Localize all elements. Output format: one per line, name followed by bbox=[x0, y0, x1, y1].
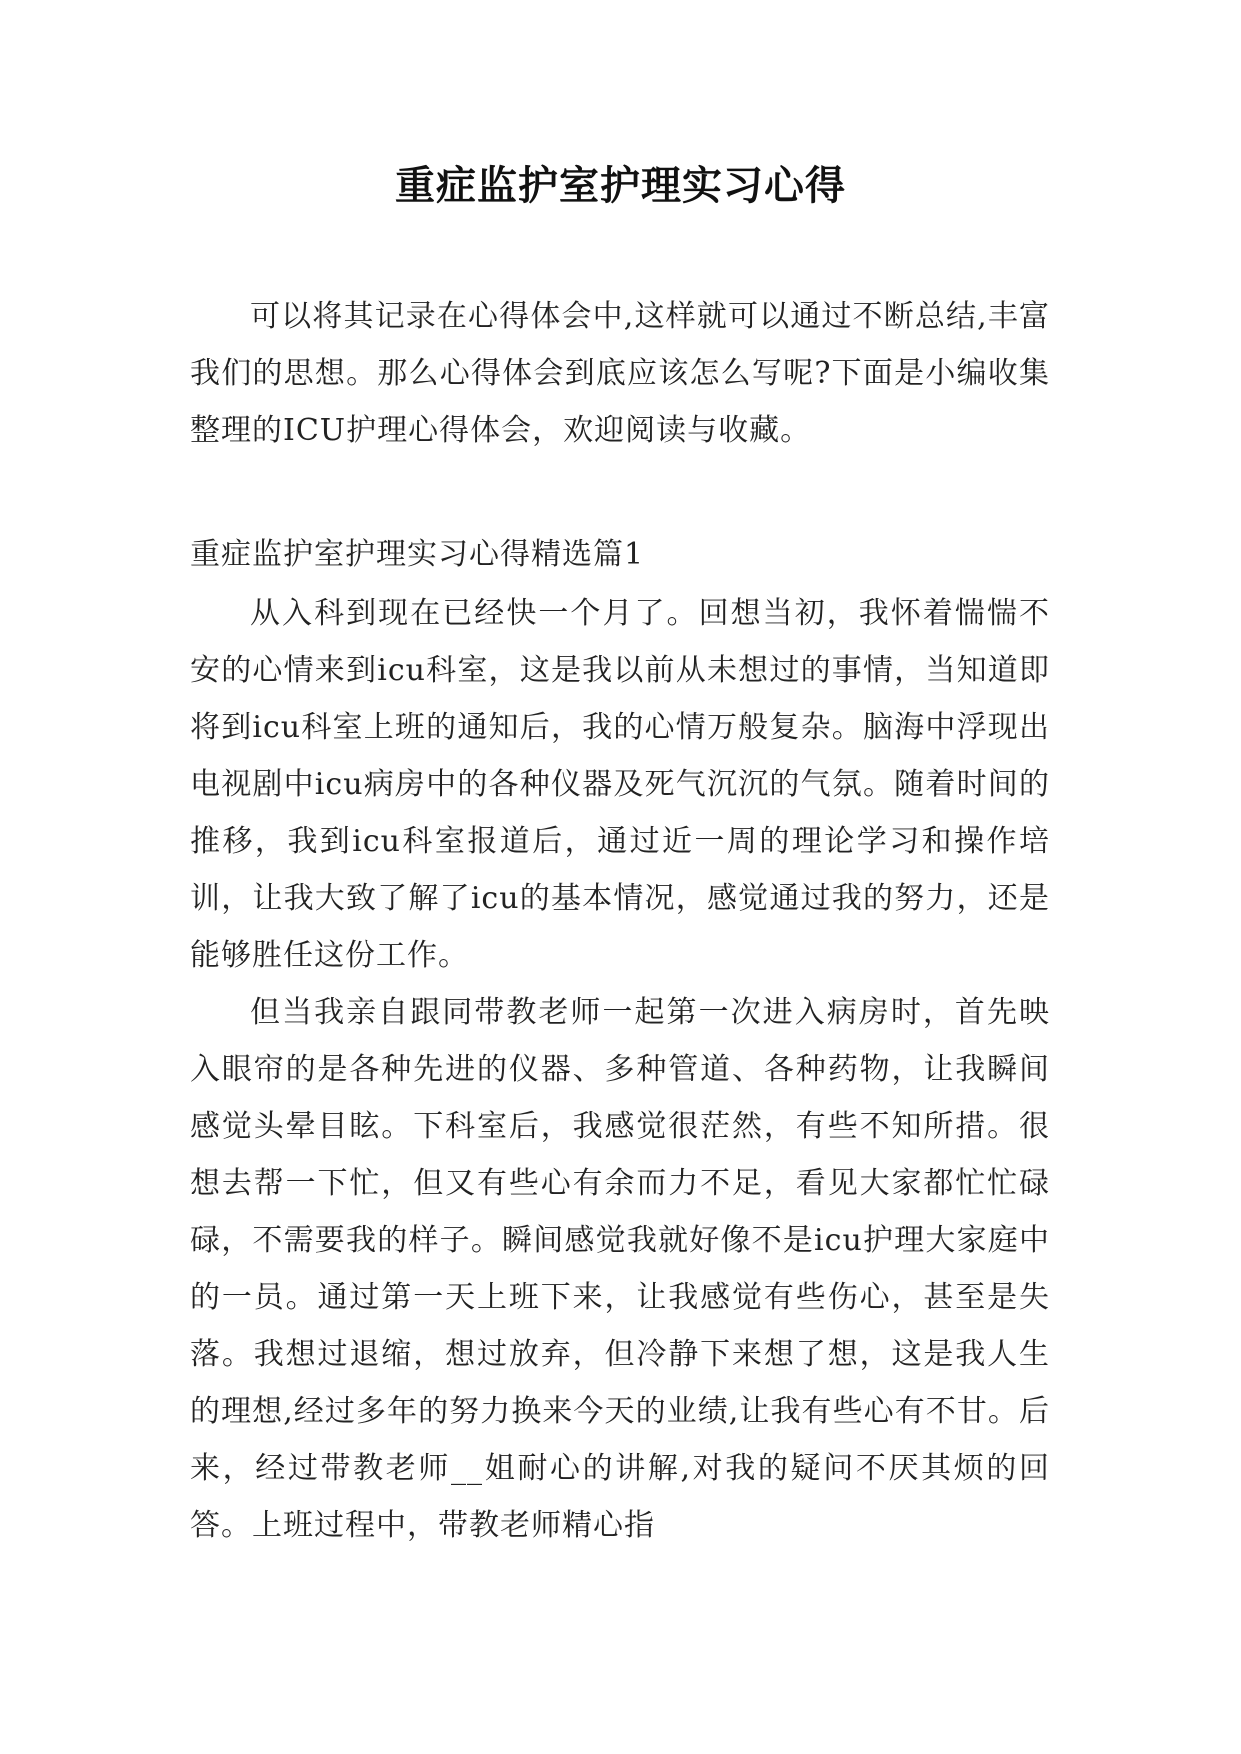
intro-paragraph: 可以将其记录在心得体会中,这样就可以通过不断总结,丰富我们的思想。那么心得体会到底应该怎么写呢?下面是小编收集整理的ICU护理心得体会，欢迎阅读与收藏。 bbox=[190, 299, 1050, 448]
page-title: 重症监护室护理实习心得 bbox=[395, 163, 846, 209]
body-paragraph: 从入科到现在已经快一个月了。回想当初，我怀着惴惴不安的心情来到icu科室，这是我以前从未想过的事情，当知道即将到icu科室上班的通知后，我的心情万般复杂。脑海中浮现出电视剧中icu病房中的各种仪器及死气沉沉的气氛。随着时间的推移，我到icu科室报道后，通过近一周的理论学习和操作培训，让我大致了解了icu的基本情况，感觉通过我的努力，还是能够胜任这份工作。 bbox=[190, 596, 1050, 973]
body-paragraph: 但当我亲自跟同带教老师一起第一次进入病房时，首先映入眼帘的是各种先进的仪器、多种管道、各种药物，让我瞬间感觉头晕目眩。下科室后，我感觉很茫然，有些不知所措。很想去帮一下忙，但又有些心有余而力不足，看见大家都忙忙碌碌，不需要我的样子。瞬间感觉我就好像不是icu护理大家庭中的一员。通过第一天上班下来，让我感觉有些伤心，甚至是失落。我想过退缩，想过放弃，但冷静下来想了想，这是我人生的理想,经过多年的努力换来今天的业绩,让我有些心有不甘。后来，经过带教老师__姐耐心的讲解,对我的疑问不厌其烦的回答。上班过程中，带教老师精心指 bbox=[190, 995, 1050, 1543]
intro-block bbox=[190, 288, 1050, 459]
section-heading: 重症监护室护理实习心得精选篇1 bbox=[190, 537, 645, 572]
content-block bbox=[190, 585, 1050, 1554]
